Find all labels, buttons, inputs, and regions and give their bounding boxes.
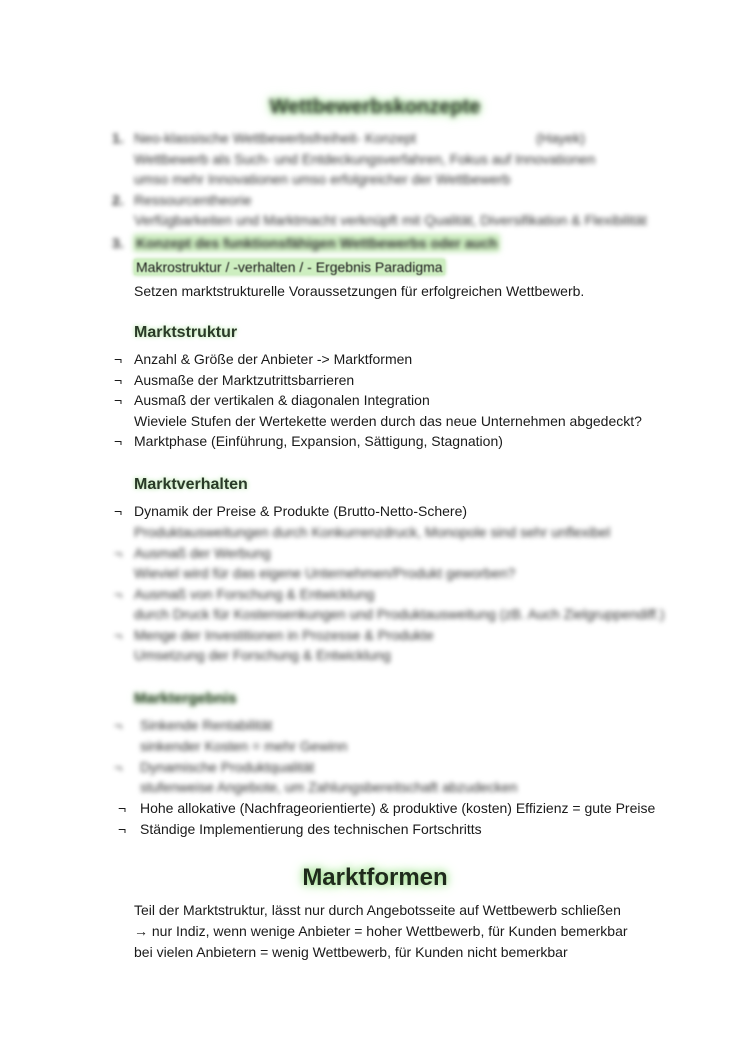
marktverhalten-item-4: Menge der Investitionen in Prozesse & Produkte <box>134 627 434 643</box>
bullet-icon: ¬ <box>114 392 123 408</box>
marktverhalten-item-3: Ausmaß von Forschung & Entwicklung <box>134 586 375 602</box>
marktformen-line-1: Teil der Marktstruktur, lässt nur durch Angebotsseite auf Wettbewerb schließen <box>134 902 621 918</box>
marktergebnis-item-1: Sinkende Rentabilität <box>140 717 273 733</box>
marktverhalten-item-3-sub: durch Druck für Kostensenkungen und Produktausweitung (zB. Auch Zielgruppendiff.) <box>134 606 665 622</box>
bullet-icon: ¬ <box>114 503 123 519</box>
konzept-1-heading <box>112 128 416 148</box>
marktergebnis-item-2: Dynamische Produktqualität <box>140 759 315 775</box>
bullet-icon: ¬ <box>114 717 123 733</box>
bullet-icon: ¬ <box>114 433 123 449</box>
page-title: Wettbewerbskonzepte <box>269 96 481 118</box>
marktverhalten-item-2: Ausmaß der Werbung <box>134 545 271 561</box>
marktergebnis-item-2-sub: stufenweise Angebote, um Zahlungsbereitschaft abzudecken <box>140 779 518 795</box>
konzept-2-line-1: Verfügbarkeiten und Marktmacht verknüpft mit Qualität, Diversifikation & Flexibilität <box>134 212 647 228</box>
bullet-icon: ¬ <box>114 586 123 602</box>
bullet-icon: ¬ <box>114 372 123 388</box>
marktverhalten-item-1: Dynamik der Preise & Produkte (Brutto-Netto-Schere) <box>134 503 468 519</box>
bullet-icon: ¬ <box>114 759 123 775</box>
konzept-2-heading <box>112 190 252 210</box>
marktformen-line-2: → nur Indiz, wenn wenige Anbieter = hoher Wettbewerb, für Kunden bemerkbar <box>134 923 628 939</box>
marktstruktur-item-1: Anzahl & Größe der Anbieter -> Marktformen <box>134 351 413 367</box>
konzept-3-heading <box>112 233 499 253</box>
konzept-1-tag: (Hayek) <box>536 130 586 146</box>
section-marktergebnis: Marktergebnis <box>134 690 237 707</box>
section-marktstruktur: Marktstruktur <box>134 324 238 341</box>
marktergebnis-item-3: Hohe allokative (Nachfrageorientierte) & produktive (kosten) Effizienz = gute Preise <box>140 800 656 816</box>
bullet-icon: ¬ <box>118 821 127 837</box>
marktverhalten-item-2-sub: Wieviel wird für das eigene Unternehmen/Produkt geworben? <box>134 565 516 581</box>
bullet-icon: ¬ <box>118 800 127 816</box>
marktformen-line-3: bei vielen Anbietern = wenig Wettbewerb, für Kunden nicht bemerkbar <box>134 944 568 960</box>
paradigma-highlight: Makrostruktur / -verhalten / - Ergebnis Paradigma <box>136 259 443 275</box>
konzept-1-line-1: Wettbewerb als Such- und Entdeckungsverfahren, Fokus auf Innovationen <box>134 151 596 167</box>
marktstruktur-item-2: Ausmaße der Marktzutrittsbarrieren <box>134 372 355 388</box>
konzept-3-line-1 <box>134 257 445 277</box>
konzept-3-line-2: Setzen marktstrukturelle Voraussetzungen für erfolgreichen Wettbewerb. <box>134 283 585 299</box>
konzept-2-number: 2. <box>112 192 124 208</box>
konzept-3-title: Konzept des funktionsfähigen Wettbewerbs oder auch <box>136 235 498 251</box>
marktergebnis-item-4: Ständige Implementierung des technischen Fortschritts <box>140 821 482 837</box>
marktverhalten-item-1-sub: Produktausweitungen durch Konkurrenzdruck, Monopole sind sehr unflexibel <box>134 524 611 540</box>
marktstruktur-item-3-sub: Wieviele Stufen der Wertekette werden durch das neue Unternehmen abgedeckt? <box>134 413 642 429</box>
konzept-1-number: 1. <box>112 130 124 146</box>
konzept-2-title: Ressourcentheorie <box>134 192 252 208</box>
konzept-3-number: 3. <box>112 235 124 251</box>
marktstruktur-item-4: Marktphase (Einführung, Expansion, Sättigung, Stagnation) <box>134 433 503 449</box>
konzept-1-title: Neo-klassische Wettbewerbsfreiheit- Konzept <box>134 130 417 146</box>
section-marktverhalten: Marktverhalten <box>134 476 248 493</box>
bullet-icon: ¬ <box>114 545 123 561</box>
bullet-icon: ¬ <box>114 351 123 367</box>
konzept-1-line-2: umso mehr Innovationen umso erfolgreicher der Wettbewerb <box>134 171 511 187</box>
marktergebnis-item-1-sub: sinkender Kosten = mehr Gewinn <box>140 738 348 754</box>
bullet-icon: ¬ <box>114 627 123 643</box>
marktverhalten-item-4-sub: Umsetzung der Forschung & Entwicklung <box>134 647 391 663</box>
section-marktformen: Marktformen <box>302 864 448 891</box>
marktstruktur-item-3: Ausmaß der vertikalen & diagonalen Integration <box>134 392 430 408</box>
